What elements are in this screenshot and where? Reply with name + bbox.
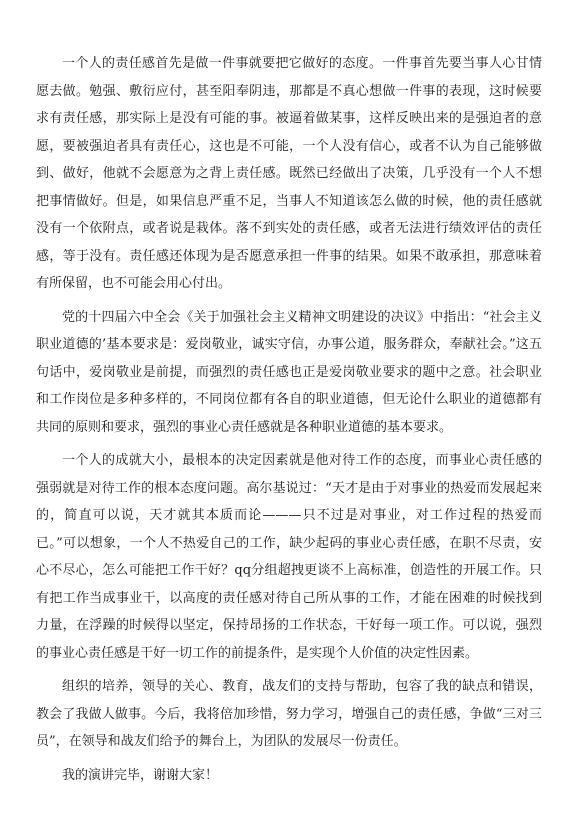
document-page: [36, 50, 542, 789]
paragraph-work-attitude: 一个人的成就大小，最根本的决定因素就是他对待工作的态度，而事业心责任感的强弱就是对待工作的根本态度问题。高尔基说过：“天才是由于对事业的热爱而发展起来的，简直可以说，天才就其本质而论———只不过是对事业，对工作过程的热爱而已。”可以想象，一个人不热爱自己的工作，缺少起码的事业心责任感，在职不尽责，安心不尽心，怎么可能把工作干好？qq分组超拽更谈不上高标准，创造性的开展工作。只有把工作当成事业干，以高度的责任感对待自己所从事的工作，才能在困难的时候找到力量，在浮躁的时候得以坚定，保持昂扬的工作状态，干好每一项工作。可以说，强烈的事业心责任感是干好一切工作的前提条件，是实现个人价值的决定性因素。: [36, 453, 542, 661]
paragraph-gratitude: 组织的培养，领导的关心、教育，战友们的支持与帮助，包容了我的缺点和错误，教会了我做人做事。今后，我将倍加珍惜，努力学习，增强自己的责任感，争做“三对三员”，在领导和战友们给予的舞台上，为团队的发展尽一份责任。: [36, 679, 542, 749]
paragraph-professional-ethics: 党的十四届六中全会《关于加强社会主义精神文明建设的决议》中指出：“社会主义职业道德的’基本要求是：爱岗敬业，诚实守信，办事公道，服务群众，奉献社会。”这五句话中，爱岗敬业是前提，而强烈的责任感也正是爱岗敬业要求的题中之意。社会职业和工作岗位是多种多样的，不同岗位都有各自的职业道德，但无论什么职业的道德都有共同的原则和要求，强烈的事业心责任感就是各种职业道德的基本要求。: [36, 309, 542, 435]
paragraph-responsibility-attitude: 一个人的责任感首先是做一件事就要把它做好的态度。一件事首先要当事人心甘情愿去做。勉强、敷衍应付，甚至阳奉阴违，那都是不真心想做一件事的表现，这时候要求有责任感，那实际上是没有可能的事。被逼着做某事，这样反映出来的是强迫者的意愿，要被强迫者具有责任心，这也是不可能，一个人没有信心，或者不认为自己能够做到、做好，他就不会愿意为之背上责任感。既然已经做出了决策，几乎没有一个人不想把事情做好。但是，如果信息严重不足，当事人不知道该怎么做的时候，他的责任感就没有一个依附点，或者说是栽体。落不到实处的责任感，或者无法进行绩效评估的责任感，等于没有。责任感还体现为是否愿意承担一件事的结果。如果不敢承担，那意味着有所保留，也不可能会用心付出。: [36, 56, 542, 291]
paragraph-closing: 我的演讲完毕，谢谢大家！: [62, 767, 219, 783]
